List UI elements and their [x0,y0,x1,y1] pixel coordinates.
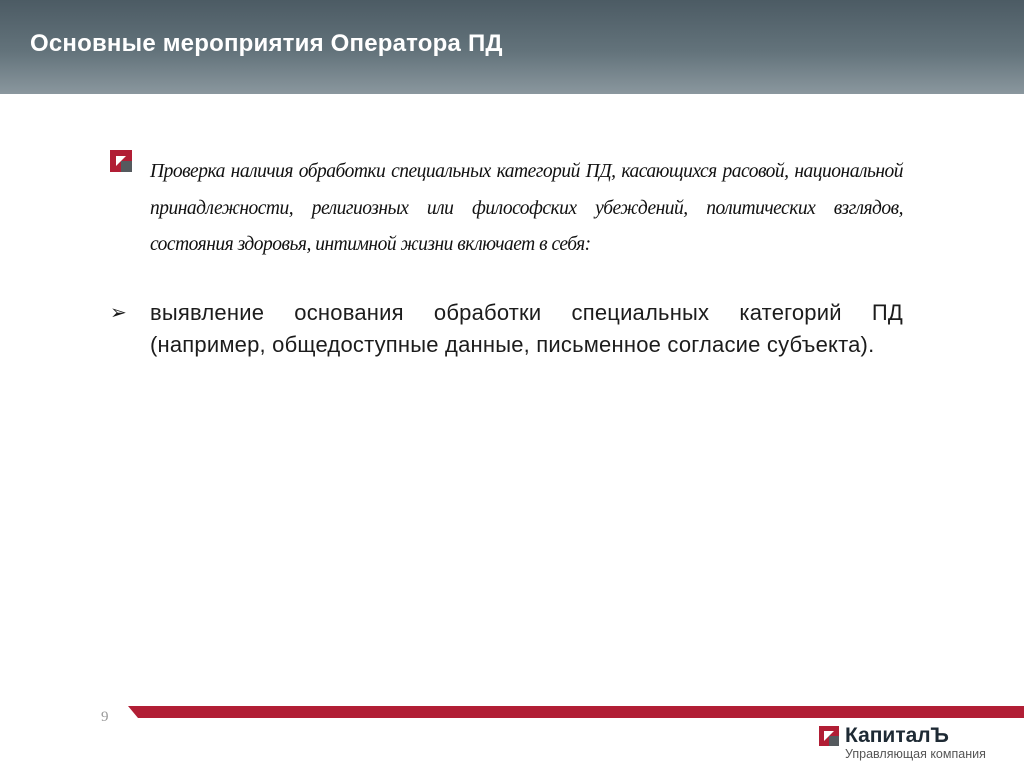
kapital-logo-icon [819,726,839,746]
slide-title: Основные мероприятия Оператора ПД [30,30,503,57]
intro-paragraph: Проверка наличия обработки специальных категорий ПД, касающихся расовой, национальной принадлежности, религиозных или философских убеждений, политических взглядов, состояния здоровья, интимной жизни включает в себя: [150,161,903,255]
page-number: 9 [101,709,109,725]
company-tagline: Управляющая компания [845,747,986,761]
footer-accent-bar [128,706,1024,718]
arrow-bullet-icon: ➢ [110,302,127,324]
company-logo [817,725,1007,765]
bullet-item-1: выявление основания обработки специальных категорий ПД (например, общедоступные данные, письменное согласие субъекта). [150,300,903,357]
slide-header [0,0,1024,94]
company-name: КапиталЪ [845,724,949,747]
square-bullet-icon [110,150,132,172]
